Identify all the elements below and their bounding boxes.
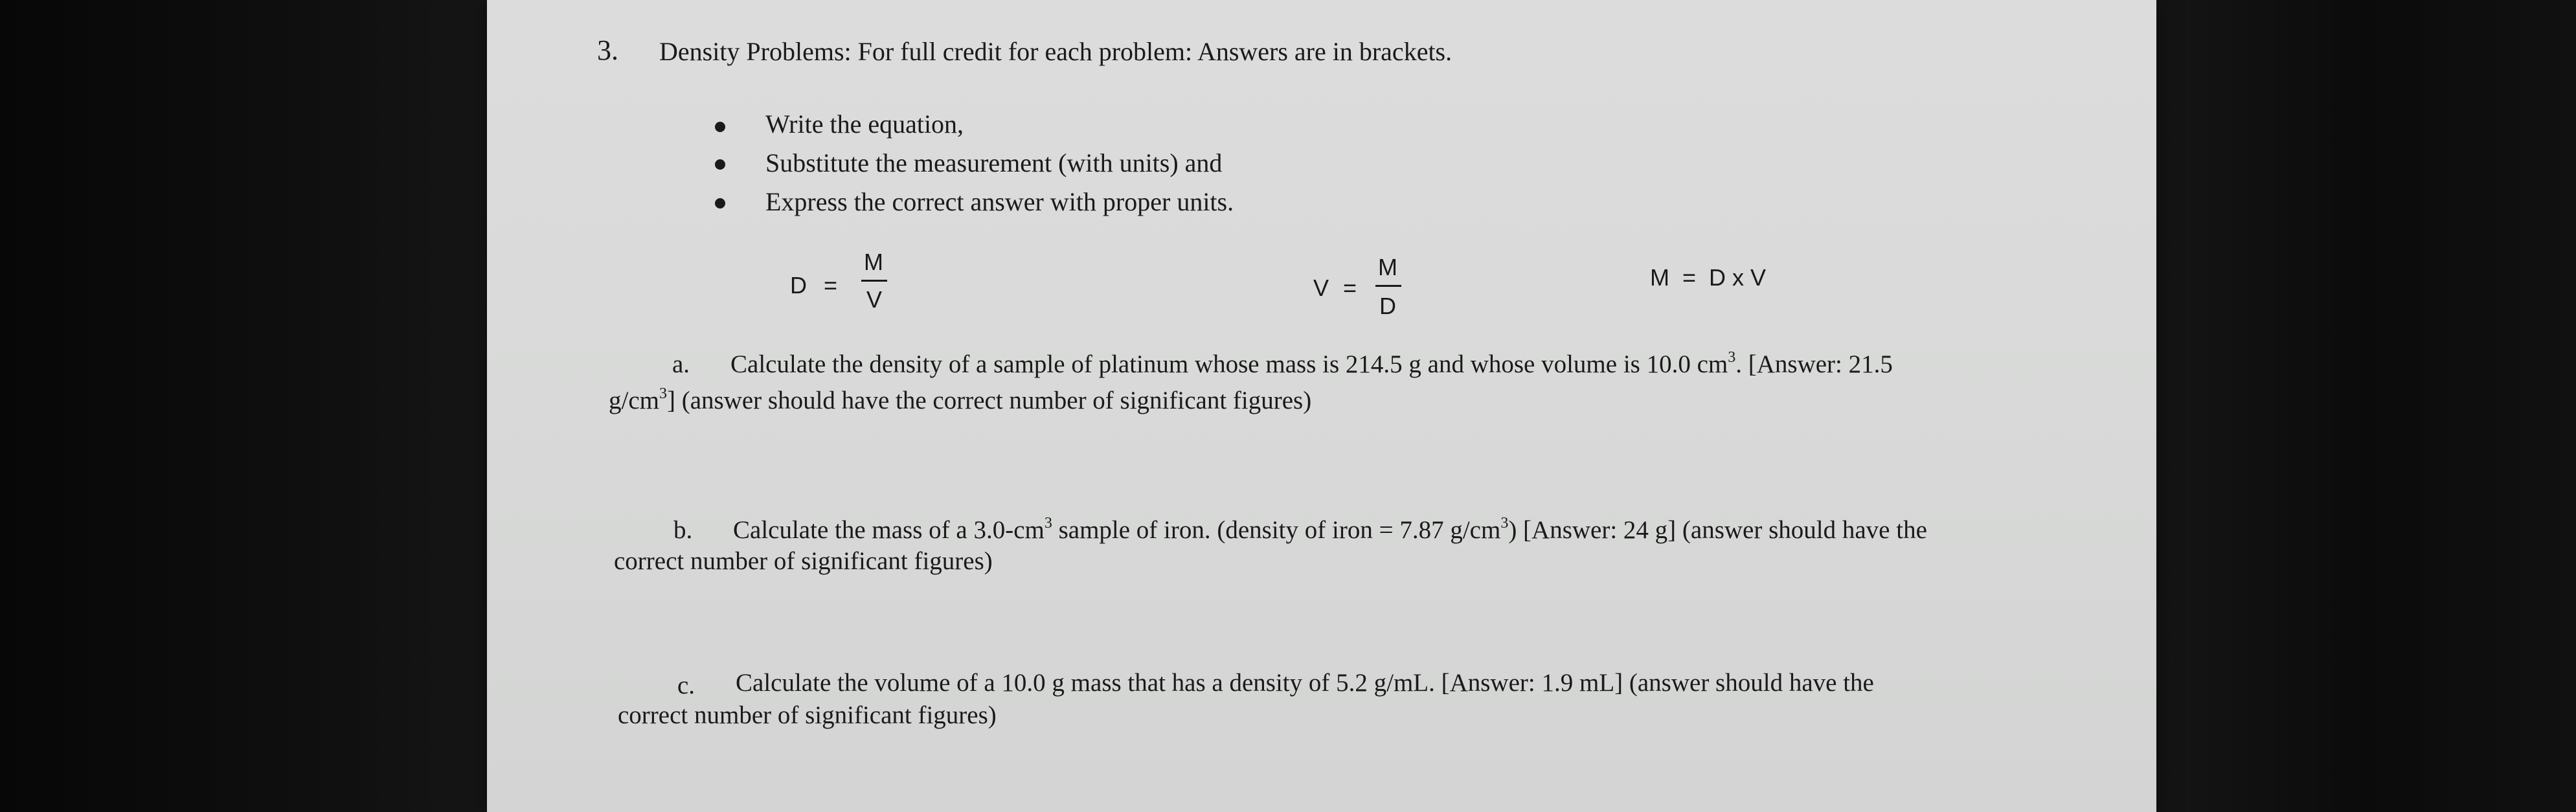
part-c-line1: Calculate the volume of a 10.0 g mass that has a density of 5.2 g/mL. [Answer: 1.9 mL] (answer should have the: [736, 669, 1874, 697]
mass-formula: M = D x V: [1650, 264, 1767, 291]
bullet-dot: [715, 122, 725, 132]
part-b-line2: correct number of significant figures): [614, 547, 993, 575]
bullet-item: Express the correct answer with proper units.: [765, 187, 1234, 216]
bullet-dot: [715, 198, 725, 209]
part-a-line1: Calculate the density of a sample of platinum whose mass is 214.5 g and whose volume is 10.0 $cm^3$. [Answer: 21.5: [730, 349, 1893, 378]
bullet-item: Write the equation,: [765, 109, 964, 139]
part-b-line1: Calculate the mass of a $3.0-cm^3$ sample of iron. (density of iron = 7.87 $g/cm^3$) [Answer: 24 g] (answer should have the: [733, 515, 1927, 544]
dark-background-right: [2156, 0, 2576, 812]
formula-numerator: M: [1378, 254, 1397, 280]
formula-denominator: D: [1379, 293, 1396, 319]
formula-equals: =: [1343, 275, 1357, 301]
problem-number: 3.: [597, 34, 618, 66]
part-c-line2: correct number of significant figures): [618, 701, 997, 729]
bullet-item: Substitute the measurement (with units) and: [765, 148, 1223, 177]
part-b-label: b.: [673, 516, 693, 544]
part-a-line2: $g/cm^3$] (answer should have the correct number of significant figures): [609, 385, 1312, 414]
formula-lhs: D: [790, 272, 807, 299]
fraction-bar: [861, 280, 887, 282]
formula-lhs: V: [1313, 275, 1329, 301]
formula-equals: =: [824, 272, 838, 299]
fraction-bar: [1375, 285, 1401, 287]
problem-heading: Density Problems: For full credit for each problem: Answers are in brackets.: [659, 37, 1452, 66]
formula-denominator: V: [866, 286, 883, 313]
dark-background-left: [0, 0, 492, 812]
part-a-label: a.: [672, 350, 690, 378]
bullet-dot: [715, 159, 725, 170]
formula-numerator: M: [864, 249, 883, 275]
part-c-label: c.: [677, 671, 695, 699]
